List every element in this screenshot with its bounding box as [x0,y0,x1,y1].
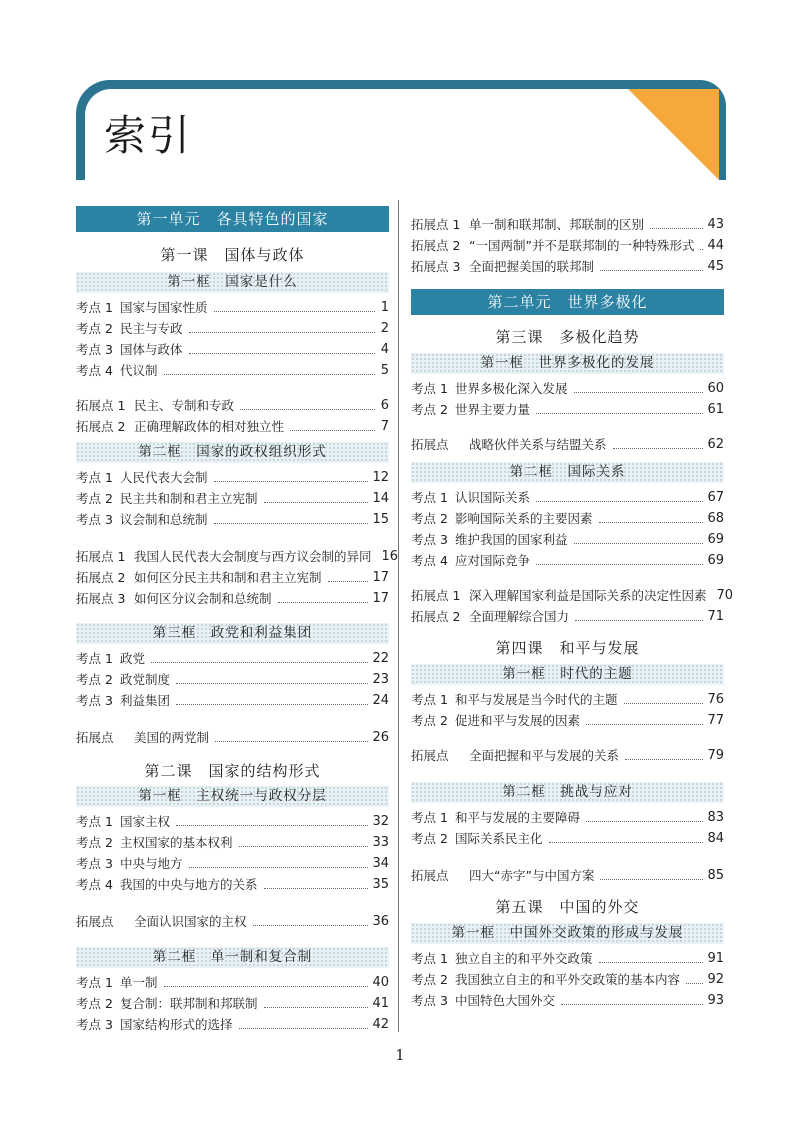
dot-leader [214,481,369,482]
index-entry[interactable] [411,256,724,277]
entry-text: 国家与国家性质 [120,300,208,315]
index-entry[interactable] [76,339,389,360]
entry-group [76,395,389,437]
entry-text: 全面理解综合国力 [469,609,570,624]
entry-text: 我国的中央与地方的关系 [120,877,258,892]
entry-text: 中央与地方 [120,856,183,871]
index-entry[interactable] [76,972,389,993]
index-entry[interactable] [76,467,389,488]
entry-page-number: 83 [707,810,724,825]
dot-leader [239,846,369,847]
index-entry[interactable] [411,214,724,235]
entry-text: 政党 [120,651,146,666]
entry-label: 考点 1 [76,814,113,829]
entry-page-number: 4 [380,342,389,357]
entry-label: 拓展点 2 [411,609,461,624]
entry-page-number: 44 [707,238,724,253]
entry-label: 考点 1 [76,470,113,485]
dot-leader [586,724,703,725]
index-entry[interactable] [76,416,389,437]
dot-leader [164,986,369,987]
entry-text: 独立自主的和平外交政策 [455,951,593,966]
index-entry[interactable] [411,865,724,886]
entry-page-number: 70 [716,588,734,603]
frame-heading: 第一框 主权统一与政权分层 [76,786,389,807]
dot-leader [599,962,704,963]
entry-label: 考点 2 [411,713,448,728]
entry-text: 世界主要力量 [455,402,531,417]
entry-page-number: 85 [707,868,724,883]
entry-group [76,546,399,609]
entry-page-number: 91 [707,951,724,966]
entry-text: 美国的两党制 [134,730,210,745]
lesson-heading: 第二课 国家的结构形式 [144,762,321,780]
index-entry[interactable] [411,689,724,710]
entry-text: 四大“赤字”与中国方案 [469,868,595,883]
index-entry[interactable] [76,853,389,874]
entry-text: 深入理解国家利益是国际关系的决定性因素 [469,588,707,603]
entry-text: 议会制和总统制 [120,512,208,527]
entry-text: 国家主权 [120,814,171,829]
entry-page-number: 71 [707,609,724,624]
entry-label: 考点 2 [76,321,113,336]
entry-label: 考点 4 [76,877,113,892]
entry-label: 拓展点 1 [76,549,126,564]
entry-page-number: 77 [707,713,724,728]
entry-label: 考点 1 [411,490,448,505]
entry-page-number: 16 [381,549,399,564]
dot-leader [549,842,704,843]
dot-leader [561,1004,703,1005]
entry-text: 促进和平与发展的因素 [455,713,581,728]
entry-page-number: 6 [380,398,389,413]
entry-label: 拓展点 [411,748,449,763]
entry-text: 民主与专政 [120,321,183,336]
entry-label: 考点 4 [76,363,113,378]
entry-page-number: 41 [372,996,389,1011]
entry-group [76,911,389,932]
dot-leader [586,821,703,822]
entry-label: 考点 2 [76,491,113,506]
lesson-heading: 第四课 和平与发展 [495,639,640,657]
entry-label: 考点 3 [76,1017,113,1032]
index-header [76,80,726,180]
entry-label: 考点 2 [411,972,448,987]
entry-text: 国家结构形式的选择 [120,1017,233,1032]
entry-text: 中国特色大国外交 [455,993,556,1008]
lesson-heading: 第三课 多极化趋势 [495,328,640,346]
dot-leader [700,249,703,250]
entry-page-number: 84 [707,831,724,846]
entry-text: 和平与发展的主要障碍 [455,810,581,825]
header-corner-decoration [628,89,719,180]
dot-leader [253,925,369,926]
frame-heading: 第二框 国家的政权组织形式 [76,442,389,463]
entry-page-number: 26 [372,730,389,745]
index-entry[interactable] [76,297,389,318]
index-entry[interactable] [76,546,399,567]
entry-label: 考点 2 [411,831,448,846]
entry-text: 单一制和联邦制、邦联制的区别 [469,217,645,232]
entry-text: 利益集团 [120,693,171,708]
index-entry[interactable] [76,588,389,609]
entry-text: 应对国际竞争 [455,553,531,568]
entry-page-number: 32 [372,814,389,829]
dot-leader [536,413,703,414]
frame-heading: 第二框 国际关系 [411,462,724,483]
entry-page-number: 17 [372,570,389,585]
frame-heading: 第二框 单一制和复合制 [76,947,389,968]
entry-label: 考点 2 [76,835,113,850]
entry-label: 考点 4 [411,553,448,568]
entry-page-number: 33 [372,835,389,850]
entry-text: 和平与发展是当今时代的主题 [455,692,618,707]
dot-leader [613,448,704,449]
dot-leader [536,564,703,565]
index-entry[interactable] [411,969,724,990]
entry-label: 拓展点 [76,914,114,929]
entry-text: 正确理解政体的相对独立性 [134,419,285,434]
entry-page-number: 36 [372,914,389,929]
entry-label: 考点 3 [76,693,113,708]
entry-group [76,727,389,748]
entry-page-number: 1 [380,300,389,315]
index-entry[interactable] [411,378,724,399]
dot-leader [264,888,369,889]
entry-group [411,689,724,731]
entry-group [76,297,389,381]
entry-label: 考点 1 [76,975,113,990]
entry-label: 考点 2 [411,402,448,417]
entry-text: “一国两制”并不是联邦制的一种特殊形式 [469,238,695,253]
entry-page-number: 34 [372,856,389,871]
entry-page-number: 42 [372,1017,389,1032]
entry-text: 主权国家的基本权利 [120,835,233,850]
lesson-heading: 第一课 国体与政体 [160,246,305,264]
entry-page-number: 79 [707,748,724,763]
index-entry[interactable] [76,832,389,853]
index-entry[interactable] [76,993,389,1014]
entry-label: 考点 3 [411,993,448,1008]
entry-page-number: 45 [707,259,724,274]
lesson-heading: 第五课 中国的外交 [495,898,640,916]
dot-leader [176,704,368,705]
entry-label: 考点 2 [76,996,113,1011]
entry-text: 世界多极化深入发展 [455,381,568,396]
entry-text: 代议制 [120,363,158,378]
entry-label: 拓展点 [411,868,449,883]
entry-label: 拓展点 [76,730,114,745]
entry-page-number: 5 [380,363,389,378]
dot-leader [189,332,375,333]
index-entry[interactable] [411,235,724,256]
dot-leader [624,703,704,704]
dot-leader [214,311,375,312]
entry-text: 民主、专制和专政 [134,398,235,413]
index-entry[interactable] [411,508,724,529]
dot-leader [151,662,368,663]
entry-text: 国体与政体 [120,342,183,357]
dot-leader [686,983,703,984]
entry-page-number: 76 [707,692,724,707]
dot-leader [599,522,704,523]
entry-page-number: 12 [372,470,389,485]
frame-heading: 第一框 世界多极化的发展 [411,353,724,374]
dot-leader [650,228,703,229]
entry-label: 考点 1 [411,381,448,396]
index-entry[interactable] [76,811,389,832]
entry-page-number: 40 [372,975,389,990]
entry-page-number: 68 [707,511,724,526]
entry-group [411,745,724,766]
dot-leader [574,543,704,544]
frame-heading: 第一框 国家是什么 [76,272,389,293]
dot-leader [264,502,369,503]
dot-leader [625,759,703,760]
index-entry[interactable] [76,911,389,932]
entry-text: 战略伙伴关系与结盟关系 [469,437,607,452]
entry-label: 拓展点 3 [411,259,461,274]
index-entry[interactable] [411,550,724,571]
entry-page-number: 43 [707,217,724,232]
entry-page-number: 22 [372,651,389,666]
entry-label: 拓展点 1 [411,588,461,603]
index-entry[interactable] [76,318,389,339]
entry-label: 拓展点 2 [76,570,126,585]
entry-text: 单一制 [120,975,158,990]
entry-page-number: 2 [380,321,389,336]
entry-text: 复合制：联邦制和邦联制 [120,996,258,1011]
entry-label: 考点 3 [76,342,113,357]
entry-label: 拓展点 1 [411,217,461,232]
entry-label: 拓展点 [411,437,449,452]
entry-text: 如何区分议会制和总统制 [134,591,272,606]
frame-heading: 第一框 时代的主题 [411,664,724,685]
frame-heading: 第三框 政党和利益集团 [76,623,389,644]
dot-leader [328,581,369,582]
index-entry[interactable] [411,710,724,731]
entry-page-number: 7 [380,419,389,434]
index-entry[interactable] [411,606,724,627]
index-entry[interactable] [411,807,724,828]
entry-text: 全面把握和平与发展的关系 [469,748,620,763]
entry-group [411,214,724,277]
entry-label: 拓展点 3 [76,591,126,606]
dot-leader [575,620,703,621]
page-number: 1 [395,1046,405,1064]
entry-page-number: 62 [707,437,724,452]
entry-group [411,434,724,455]
entry-label: 拓展点 2 [76,419,126,434]
entry-label: 考点 3 [76,512,113,527]
entry-page-number: 67 [707,490,724,505]
index-entry[interactable] [411,399,724,420]
entry-label: 考点 1 [411,810,448,825]
entry-label: 考点 1 [411,692,448,707]
entry-label: 考点 3 [76,856,113,871]
index-entry[interactable] [411,745,724,766]
entry-group [76,972,389,1035]
entry-page-number: 60 [707,381,724,396]
entry-page-number: 35 [372,877,389,892]
dot-leader [239,1028,369,1029]
dot-leader [278,602,369,603]
dot-leader [164,374,375,375]
index-entry[interactable] [411,948,724,969]
entry-label: 考点 1 [76,651,113,666]
entry-group [411,865,724,886]
entry-text: 民主共和制和君主立宪制 [120,491,258,506]
entry-label: 考点 1 [411,951,448,966]
entry-page-number: 69 [707,553,724,568]
index-entry[interactable] [76,1014,389,1035]
dot-leader [240,409,375,410]
index-entry[interactable] [76,395,389,416]
index-entry[interactable] [411,828,724,849]
entry-group [411,585,734,627]
entry-text: 我国人民代表大会制度与西方议会制的异同 [134,549,372,564]
entry-label: 考点 2 [411,511,448,526]
index-entry[interactable] [76,509,389,530]
right-column [411,206,734,1011]
dot-leader [600,270,703,271]
index-entry[interactable] [411,529,724,550]
index-entry[interactable] [411,487,724,508]
entry-label: 拓展点 1 [76,398,126,413]
entry-group [76,467,389,530]
entry-page-number: 23 [372,672,389,687]
entry-page-number: 15 [372,512,389,527]
entry-group [411,487,724,571]
index-entry[interactable] [76,648,389,669]
entry-group [76,648,389,711]
index-entry[interactable] [76,488,389,509]
entry-label: 考点 3 [411,532,448,547]
entry-group [76,811,389,895]
entry-group [411,807,724,849]
entry-text: 我国独立自主的和平外交政策的基本内容 [455,972,681,987]
entry-text: 认识国际关系 [455,490,531,505]
dot-leader [536,501,703,502]
dot-leader [214,523,369,524]
index-entry[interactable] [411,434,724,455]
dot-leader [290,430,375,431]
entry-page-number: 17 [372,591,389,606]
entry-group [411,948,724,1011]
dot-leader [600,879,703,880]
column-divider [398,200,399,1032]
entry-text: 影响国际关系的主要因素 [455,511,593,526]
entry-label: 考点 1 [76,300,113,315]
index-entry[interactable] [76,360,389,381]
entry-page-number: 93 [707,993,724,1008]
page-title: 索引 [104,111,193,160]
index-entry[interactable] [76,874,389,895]
index-entry[interactable] [76,727,389,748]
index-entry[interactable] [76,567,389,588]
frame-heading: 第二框 挑战与应对 [411,782,724,803]
entry-page-number: 92 [707,972,724,987]
entry-page-number: 61 [707,402,724,417]
frame-heading: 第一框 中国外交政策的形成与发展 [411,923,724,944]
unit-heading: 第二单元 世界多极化 [411,289,724,315]
entry-text: 全面认识国家的主权 [134,914,247,929]
entry-text: 政党制度 [120,672,171,687]
entry-page-number: 69 [707,532,724,547]
entry-label: 拓展点 2 [411,238,461,253]
unit-heading: 第一单元 各具特色的国家 [76,206,389,232]
dot-leader [574,392,704,393]
dot-leader [176,683,368,684]
index-entry[interactable] [411,585,734,606]
dot-leader [264,1007,369,1008]
index-entry[interactable] [76,669,389,690]
entry-text: 全面把握美国的联邦制 [469,259,595,274]
entry-text: 维护我国的国家利益 [455,532,568,547]
left-column [76,206,399,1035]
index-entry[interactable] [76,690,389,711]
entry-text: 如何区分民主共和制和君主立宪制 [134,570,322,585]
entry-text: 国际关系民主化 [455,831,543,846]
entry-page-number: 24 [372,693,389,708]
dot-leader [176,825,368,826]
dot-leader [189,867,369,868]
entry-text: 人民代表大会制 [120,470,208,485]
entry-page-number: 14 [372,491,389,506]
index-entry[interactable] [411,990,724,1011]
dot-leader [189,353,375,354]
entry-group [411,378,724,420]
dot-leader [215,741,368,742]
entry-label: 考点 2 [76,672,113,687]
